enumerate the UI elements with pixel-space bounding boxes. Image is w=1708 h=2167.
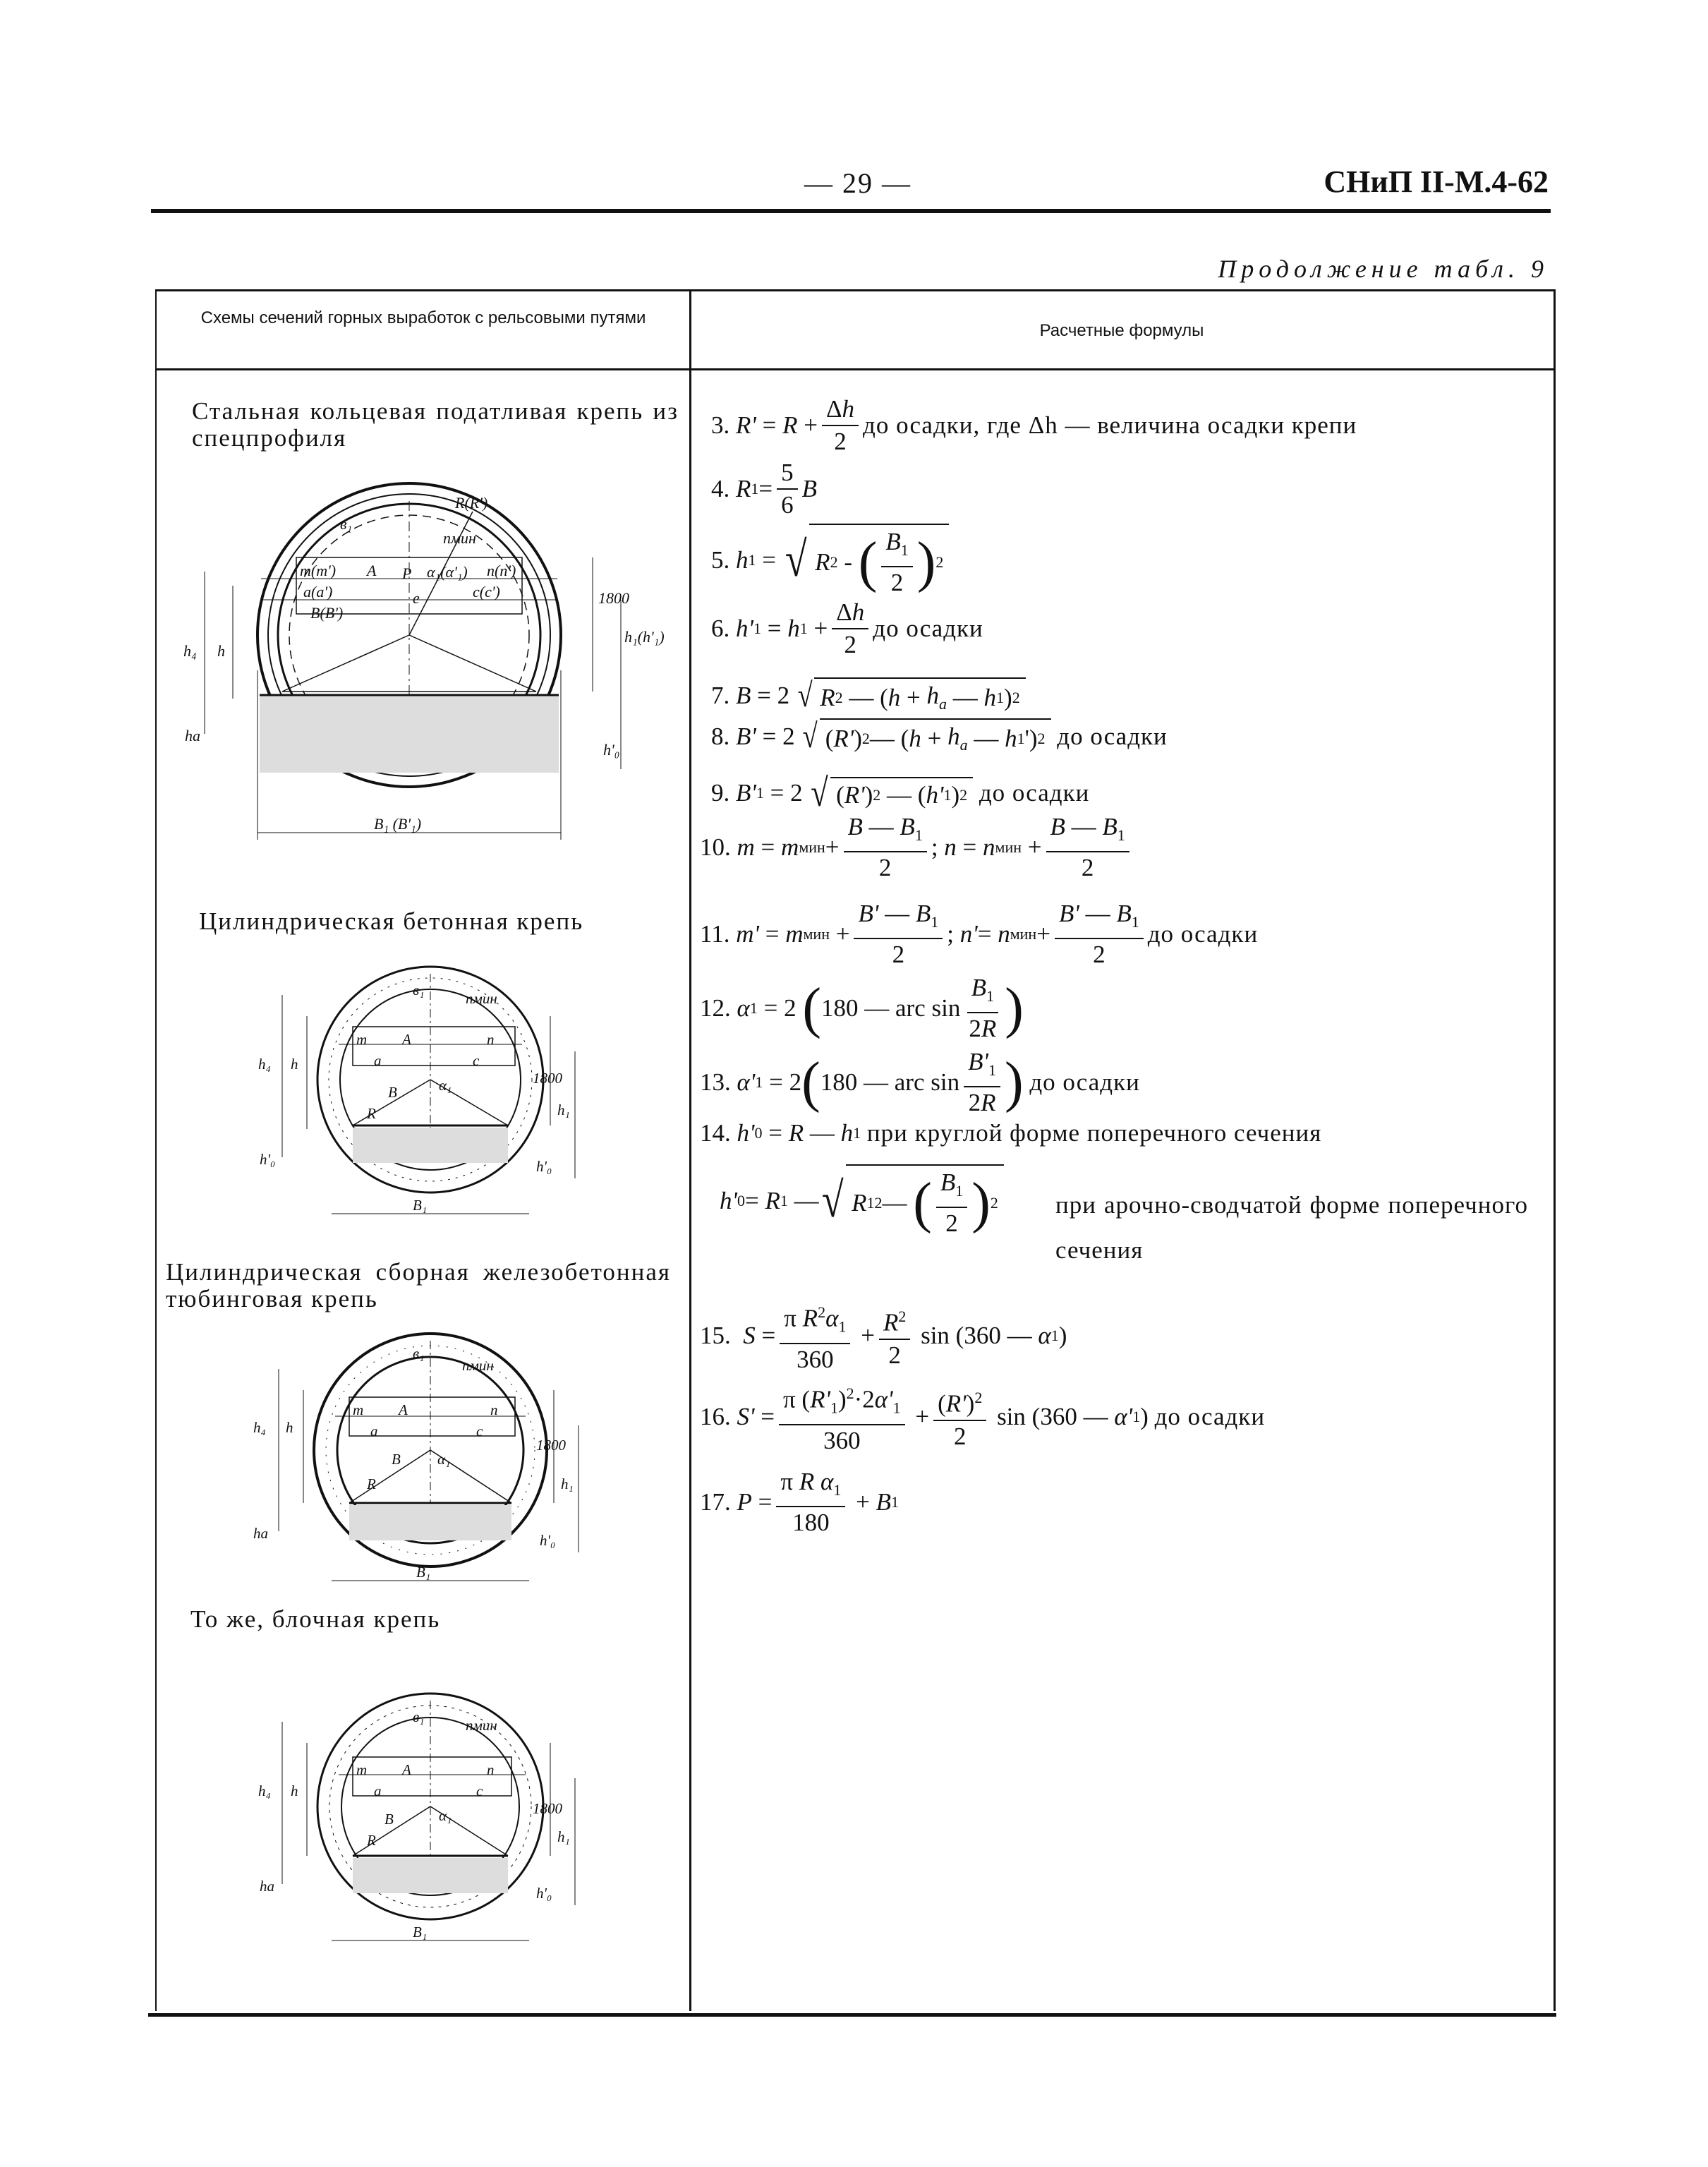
fig1-h4-label: h₄ (183, 642, 197, 660)
header-rule (151, 209, 1551, 213)
fig1-mm-label: m(m') (300, 562, 337, 579)
fig3-alpha-label: α₁ (437, 1451, 451, 1468)
fig4-c-label: c (476, 1782, 483, 1799)
fig3-a-label: a (370, 1423, 378, 1439)
fig3-m-label: m (353, 1401, 364, 1418)
fig1-alal-label: α₁(α'₁) (427, 563, 468, 581)
formula-3-number: 3. (711, 411, 730, 439)
fig3-h0p-label: h'₀ (540, 1532, 556, 1549)
fig2-B-label: B (388, 1084, 397, 1101)
formula-10-number: 10. (700, 833, 731, 861)
table-bottom-rule (148, 2013, 1556, 2017)
fig1-b1-label: в₁ (340, 515, 353, 533)
fig2-h4-label: h₄ (258, 1056, 271, 1073)
fig2-A-label: A (402, 1031, 411, 1048)
fig2-h1-label: h₁ (557, 1101, 570, 1118)
fig4-nmin-label: nмин (466, 1717, 497, 1734)
formula-11-number: 11. (700, 920, 730, 948)
formula-13-note: до осадки (1029, 1068, 1140, 1096)
fig3-B-label: B (392, 1451, 401, 1468)
section-title-tubing: Цилиндрическая сборная железобетонная тюбинговая крепь (166, 1258, 671, 1312)
fig2-R-label: R (367, 1105, 376, 1122)
fig1-ha-label: hа (185, 727, 200, 744)
formula-7-number: 7. (711, 681, 730, 709)
fig1-1800-label: 1800 (598, 589, 629, 607)
fig3-n-label: n (490, 1401, 498, 1418)
fig2-h0-label: h'₀ (260, 1151, 276, 1168)
fig2-n-label: n (487, 1031, 495, 1048)
fig2-B1-label: B₁ (413, 1197, 428, 1214)
formula-16-note: до осадки (1154, 1403, 1266, 1431)
fig4-n-label: n (487, 1761, 495, 1778)
fig2-a-label: a (374, 1052, 382, 1069)
fig3-1800-label: 1800 (536, 1437, 566, 1454)
formula-3: 3. R' = R + $\frac{\Delta h}{2}$ до осадки, где Δh — величина осадки крепи (711, 395, 1357, 455)
fig2-nmin-label: nмин (466, 990, 497, 1007)
table-continuation: Продолжение табл. 9 (1218, 255, 1549, 283)
fig2-h-label: h (291, 1056, 298, 1073)
formula-15-number: 15. (700, 1322, 731, 1350)
formula-13-number: 13. (700, 1068, 731, 1096)
fig2-b1-label: в₁ (413, 982, 425, 998)
formula-17-number: 17. (700, 1488, 731, 1516)
formula-8-number: 8. (711, 722, 730, 750)
formula-12: 12. α 1 = 2 ( 180 — arc sin $\frac{B_1}{2R}$ ) (700, 974, 1024, 1042)
fig3-nmin-label: nмин (462, 1357, 494, 1374)
section-title-steel-ring: Стальная кольцевая податливая крепь из спецпрофиля (192, 397, 679, 452)
formula-16: 16. S' = $\frac{\pi (R'_1)^2\cdot 2\alpha'_1}{360}$ + $\frac{(R')^2}{2}$ sin (360 — α' 1 ) до осадки (700, 1380, 1265, 1455)
fig2-alpha-label: α₁ (439, 1077, 452, 1094)
fig3-A-label: A (399, 1401, 408, 1418)
fig4-ha-label: hа (260, 1878, 274, 1895)
fig1-BB-label: B(B') (310, 604, 344, 622)
figure-steel-ring (176, 459, 670, 854)
formula-15: 15. S = $\frac{\pi R^2\alpha_1}{360}$ + $\frac{R^2}{2}$ sin (360 — α 1 ) (700, 1298, 1067, 1374)
formula-9-number: 9. (711, 779, 730, 807)
fig4-h4-label: h₄ (258, 1782, 271, 1799)
formula-3-note: до осадки, где Δh — величина осадки крепи (863, 411, 1357, 439)
column-header-formulas: Расчетные формулы (1039, 321, 1204, 340)
fig3-h-label: h (286, 1419, 293, 1436)
fig1-h1h1-label: h₁(h'₁) (624, 628, 665, 646)
fig4-h-label: h (291, 1782, 298, 1799)
figure-block (254, 1672, 621, 1955)
fig2-1800-label: 1800 (533, 1070, 562, 1087)
column-header-schemes: Схемы сечений горных выработок с рельсовыми путями (200, 308, 646, 327)
table-column-divider (689, 289, 691, 2011)
formula-11-note: до осадки (1147, 920, 1259, 948)
fig4-A-label: A (402, 1761, 411, 1778)
formula-16-number: 16. (700, 1403, 731, 1431)
section-title-concrete: Цилиндрическая бетонная крепь (199, 907, 584, 935)
formula-14-note: при круглой форме поперечного сечения (866, 1119, 1322, 1147)
formula-17: 17. P = $\frac{\pi R \alpha_1}{180}$ + B 1 (700, 1468, 899, 1536)
formula-4-number: 4. (711, 475, 730, 502)
fig3-R-label: R (367, 1475, 376, 1492)
formula-6-note: до осадки (873, 615, 983, 642)
fig4-B-label: B (384, 1811, 394, 1828)
fig3-B1-label: B₁ (416, 1564, 431, 1581)
section-title-block: То же, блочная крепь (190, 1605, 441, 1633)
formula-5-number: 5. (711, 546, 730, 574)
fig3-h1-label: h₁ (561, 1475, 574, 1492)
formula-6-number: 6. (711, 615, 730, 642)
fig2-c-label: c (473, 1052, 480, 1069)
fig4-B1-label: B₁ (413, 1924, 428, 1940)
fig1-nn-label: n(n') (487, 562, 516, 579)
fig4-h0p-label: h'₀ (536, 1885, 552, 1902)
fig4-1800-label: 1800 (533, 1800, 562, 1817)
fig1-B1B1p-label: B₁ (B'₁) (374, 815, 422, 833)
fig1-RR-label: R(R') (455, 494, 488, 512)
fig1-e-label: e (413, 589, 420, 607)
fig1-P-label: P (402, 565, 412, 582)
formula-6: 6. h' 1 = h 1 + $\frac{\Delta h}{2}$ до осадки (711, 598, 983, 658)
formula-11: 11. m' = m мин + $\frac{B' — B_1}{2}$ ; n' = n мин + $\frac{B' — B_1}{2}$ до осадки (700, 900, 1259, 968)
fig3-h4-label: h₄ (253, 1419, 266, 1436)
fig2-m-label: m (356, 1031, 368, 1048)
formula-14b-note: при арочно-сводчатой форме поперечного сечения (1055, 1191, 1528, 1264)
document-code: СНиП II-М.4-62 (1324, 164, 1549, 199)
fig4-R-label: R (367, 1832, 376, 1849)
fig1-h0p-label: h'₀ (603, 741, 620, 759)
fig3-b1-label: в₁ (413, 1345, 425, 1362)
formula-5: 5. h 1 = √ R 2 - ( $\frac{B_1}{2}$ ) 2 (711, 524, 949, 597)
formula-14-number: 14. (700, 1119, 731, 1147)
fig1-h-label: h (217, 642, 225, 660)
figure-concrete (254, 946, 621, 1228)
formula-14: 14. h' 0 = R — h 1 при круглой форме поперечного сечения (700, 1119, 1322, 1147)
formula-8-note: до осадки (1057, 722, 1168, 750)
formula-12-number: 12. (700, 994, 731, 1022)
formula-10: 10. m = m мин + $\frac{B — B_1}{2}$ ; n = n мин + $\frac{B — B_1}{2}$ (700, 813, 1134, 882)
formula-8: 8. B' = 2 √ ( R' ) 2 — ( h + $h_a$ — h 1 ') 2 до осадки (711, 717, 1168, 755)
fig1-aa-label: a(a') (303, 583, 333, 600)
fig3-ha-label: hа (253, 1525, 268, 1542)
fig3-c-label: c (476, 1423, 483, 1439)
formula-7: 7. B = 2 √ R 2 — ( h + $h_a$ — h 1 ) 2 (711, 677, 1026, 713)
fig4-alpha-label: α₁ (439, 1807, 452, 1824)
formula-9: 9. B' 1 = 2 √ ( R' ) 2 — ( h' 1 ) 2 до осадки (711, 771, 1090, 815)
fig1-cc-label: c(c') (473, 583, 500, 600)
fig4-a-label: a (374, 1782, 382, 1799)
fig4-m-label: m (356, 1761, 368, 1778)
fig1-A-label: A (367, 562, 377, 579)
fig2-h0p-label: h'₀ (536, 1158, 552, 1175)
formula-13: 13. α' 1 = 2 ( 180 — arc sin $\frac{B'_1}{2R}$ ) до осадки (700, 1048, 1140, 1116)
fig1-nmin-label: nмин (443, 529, 476, 547)
fig4-h1-label: h₁ (557, 1828, 570, 1845)
formula-9-note: до осадки (979, 779, 1090, 807)
figure-tubing (250, 1320, 617, 1602)
page-number: — 29 — (804, 167, 911, 199)
table-top-rule (155, 289, 1554, 291)
formula-14b: h' 0 = R 1 — √ R 1 2 — ( $\frac{B_1}{2}$ ) 2 (720, 1164, 1004, 1238)
table-header-rule (155, 368, 1554, 370)
formula-4: 4. R 1 = $\frac{5}{6}$ B (711, 459, 818, 519)
fig4-b1-label: в₁ (413, 1708, 425, 1725)
